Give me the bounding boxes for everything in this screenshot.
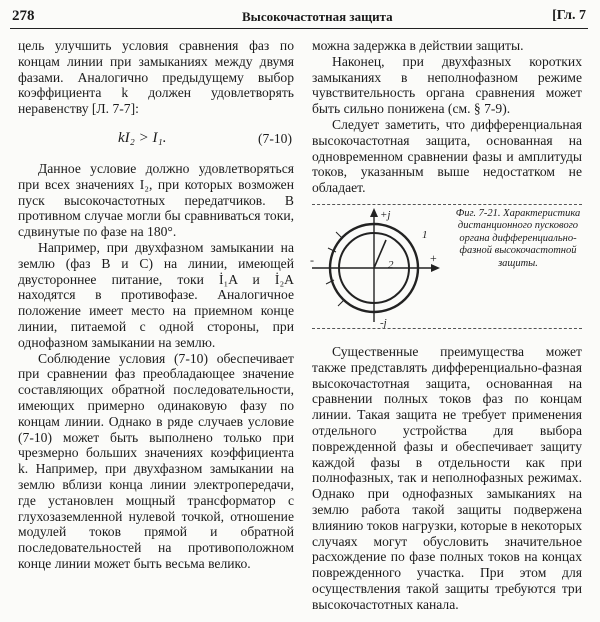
paragraph: Соблюдение условия (7-10) обеспечивает при сравнении фаз преобладающее значение составляющих обратной последовательности, имеющих примерно одинаковую фазу по концам линии. Однако в ряде случаев условие (7-10) может быть выполнено только при чрезмерно больших значениях коэффициента k. Например, при двухфазном замыкании на землю вблизи конца линии электропередачи, где установлен мощный трансформатор с глухозаземленной нулевой точкой, отношение модулей токов прямой и обратной последовательностей на противоположном конце линии может быть весьма велико. — [18, 350, 294, 571]
paragraph: цель улучшить условия сравнения фаз по концам линии при замыканиях между двумя фазами. Аналогично предыдущему выбор коэффициента k должен удовлетворять неравенству [Л. 7-7]: — [18, 38, 294, 117]
hatch-mark — [338, 300, 344, 306]
hatch-mark — [336, 232, 342, 238]
page-number: 278 — [12, 8, 35, 24]
equation-7-10 — [18, 123, 294, 157]
axis-label-right: + — [430, 250, 437, 265]
paragraph: можна задержка в действии защиты. — [312, 38, 524, 53]
figure-label: Фиг. 7-21. — [455, 207, 501, 219]
paragraph: Следует заметить, что дифференциальная высокочастотная защита, основанная на одновременном сравнении фазы и амплитуды токов, указанным выше недостатком не обладает. — [312, 116, 582, 196]
equation-number: (7-10) — [258, 130, 292, 146]
paragraph: Данное условие должно удовлетворяться при всех значениях I₂, при которых возможен пуск высокочастотных передатчиков. В противном случае могли бы сравниваться токи, сдвинутые по фазе на 180°. — [18, 160, 294, 240]
figure-bottom-rule — [312, 328, 582, 329]
real-axis-arrow — [431, 264, 440, 272]
curve-label-1: 1 — [422, 228, 428, 241]
impedance-vector — [374, 240, 386, 268]
paragraph: Существенные преимущества может также представлять дифференциально-фазная высокочастотная защита, основанная на сравнении полных токов фаз по концам линии. Такая защита не требует применения отдельного устройства для выбора поврежденной фазы и обеспечивает защиту каждой фазы в отдельности как при полнофазных, так и неполнофазных режимах. Однако при однофазных замыканиях на землю работа такой защиты подвержена влиянию токов нагрузки, которые в некоторых случаях могут обусловить значительное расхождение по фазе полных токов на концах поврежденного участка. При этом для осуществления такой защиты требуются три высокочастотных канала. — [312, 343, 582, 612]
curve-label-2: 2 — [388, 258, 394, 271]
figure-7-21 — [312, 204, 582, 332]
imaginary-axis-arrow — [370, 208, 378, 217]
running-title: Высокочастотная защита — [242, 9, 393, 24]
equation-expression: kI₂ > I₁. — [118, 129, 167, 146]
paragraph: Наконец, при двухфазных коротких замыканиях в неполнофазном режиме чувствительность органа сравнения может быть сильно понижена (см. § 7-9). — [312, 53, 582, 117]
chapter-marker: [Гл. 7 — [552, 8, 586, 23]
right-column — [312, 38, 582, 613]
figure-caption — [452, 208, 584, 271]
axis-label-top: +j — [380, 208, 391, 221]
paragraph: Например, при двухфазном замыкании на землю (фаз B и C) на линии, имеющей двустороннее питание, токи İ₁A и İ₂A находятся в противофазе. Аналогичное положение имеет место на приемном конце линии, питаемой с одной стороны, при однофазном замыкании на землю. — [18, 239, 294, 350]
left-column — [18, 38, 294, 572]
running-header — [10, 6, 588, 29]
impedance-characteristic-diagram — [308, 204, 448, 328]
axis-label-bottom: -j — [380, 316, 387, 328]
axis-label-left: - — [310, 252, 314, 267]
figure-caption-text: Характеристика дистанционного пускового органа дифференциально-фазной высокочастотной защиты. — [457, 207, 581, 269]
